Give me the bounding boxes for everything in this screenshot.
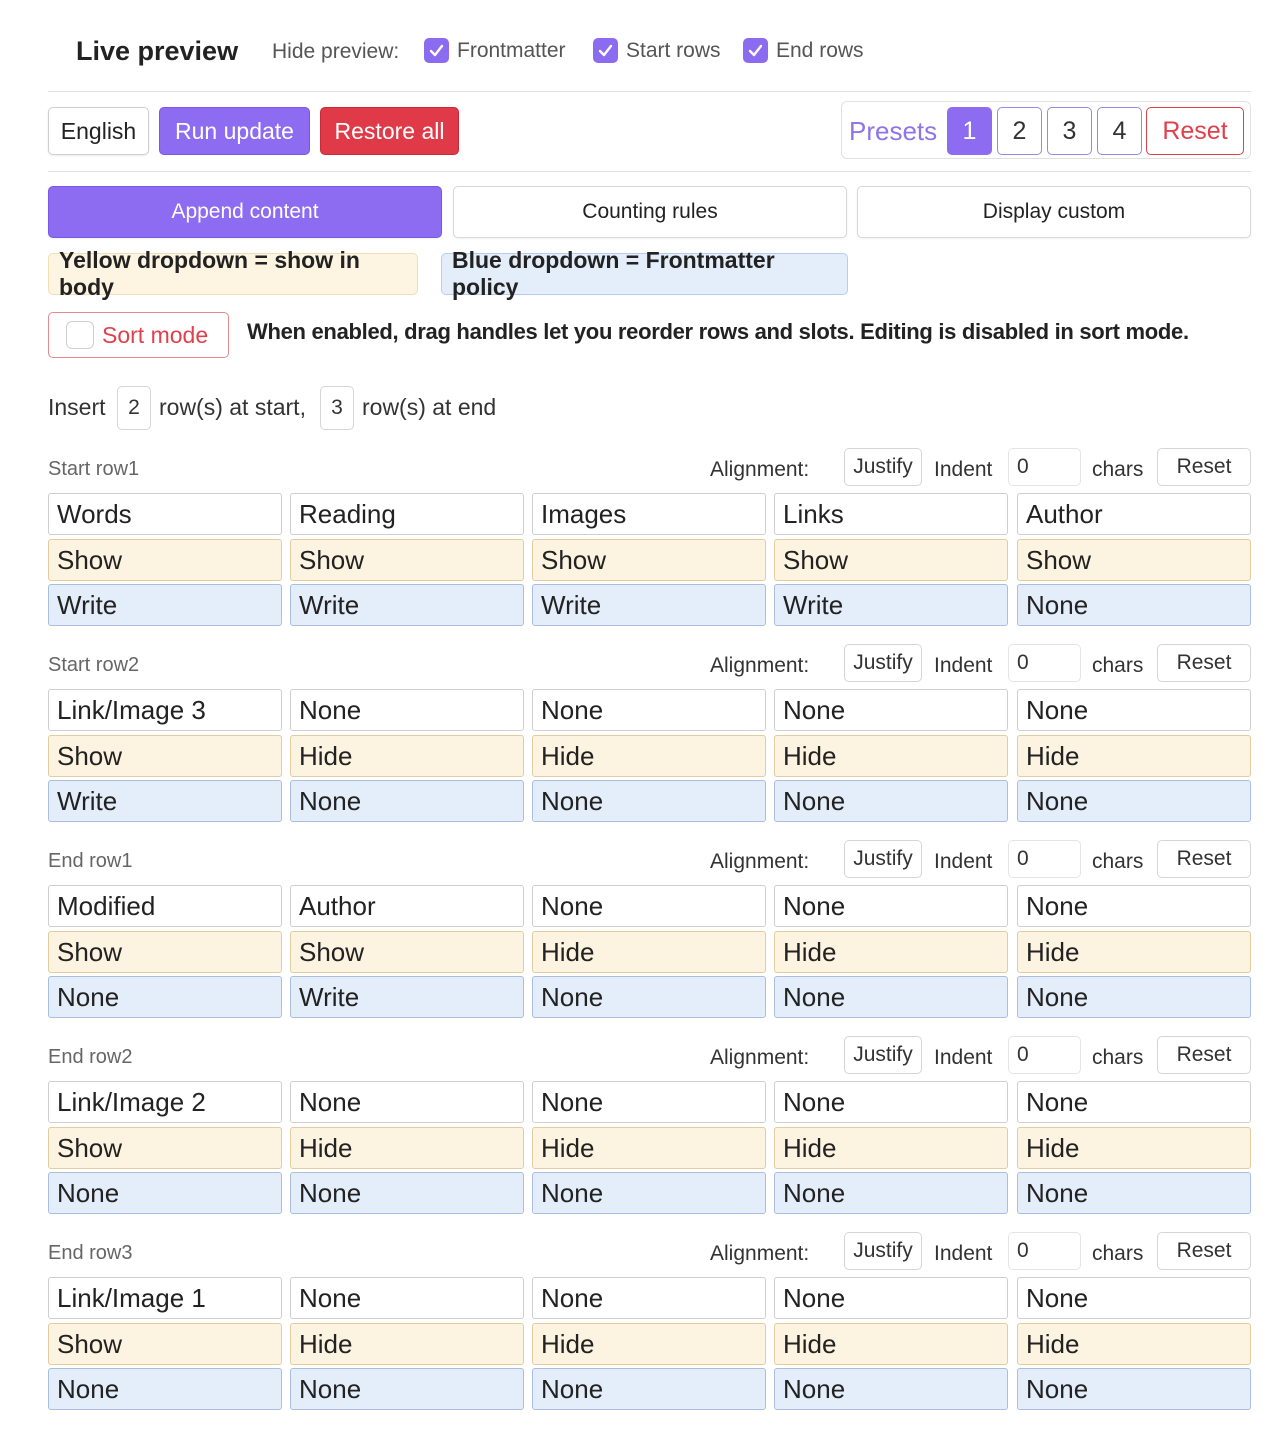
sort-mode-checkbox[interactable]	[66, 321, 94, 349]
alignment-select[interactable]: Justify	[844, 840, 922, 878]
frontmatter-policy-dropdown[interactable]: None	[532, 1368, 766, 1410]
check-icon	[593, 38, 618, 63]
slot-field-dropdown[interactable]: None	[532, 1081, 766, 1123]
row-section	[48, 840, 1251, 1020]
indent-input[interactable]: 0	[1008, 1036, 1081, 1074]
tab-counting-rules[interactable]: Counting rules	[453, 186, 847, 238]
slot-field-dropdown[interactable]: None	[774, 1277, 1008, 1319]
frontmatter-policy-dropdown[interactable]: Write	[48, 780, 282, 822]
hide-preview-label: Hide preview:	[272, 40, 400, 63]
body-visibility-dropdown[interactable]: Hide	[290, 1323, 524, 1365]
row-reset-button[interactable]: Reset	[1157, 644, 1251, 682]
divider	[48, 171, 1251, 172]
body-visibility-dropdown[interactable]: Hide	[774, 1127, 1008, 1169]
tab-display-custom[interactable]: Display custom	[857, 186, 1251, 238]
body-visibility-dropdown[interactable]: Hide	[1017, 1323, 1251, 1365]
frontmatter-policy-dropdown[interactable]: None	[290, 1172, 524, 1214]
slot-field-dropdown[interactable]: None	[290, 689, 524, 731]
yellow-legend-badge: Yellow dropdown = show in body	[48, 253, 418, 295]
frontmatter-policy-dropdown[interactable]: None	[1017, 1368, 1251, 1410]
slot-field-dropdown[interactable]: Modified	[48, 885, 282, 927]
body-visibility-dropdown[interactable]: Show	[48, 1323, 282, 1365]
indent-input[interactable]: 0	[1008, 840, 1081, 878]
body-visibility-dropdown[interactable]: Hide	[1017, 735, 1251, 777]
body-visibility-dropdown[interactable]: Hide	[1017, 931, 1251, 973]
body-visibility-dropdown[interactable]: Show	[48, 735, 282, 777]
start-rows-count-input[interactable]: 2	[117, 386, 151, 430]
frontmatter-policy-dropdown[interactable]: None	[1017, 976, 1251, 1018]
frontmatter-policy-dropdown[interactable]: None	[532, 780, 766, 822]
body-visibility-dropdown[interactable]: Hide	[532, 931, 766, 973]
slot-field-dropdown[interactable]: None	[290, 1081, 524, 1123]
indent-label: Indent	[934, 850, 993, 873]
slot-field-dropdown[interactable]: Link/Image 1	[48, 1277, 282, 1319]
alignment-select[interactable]: Justify	[844, 448, 922, 486]
page-title: Live preview	[76, 36, 239, 66]
row-reset-button[interactable]: Reset	[1157, 1036, 1251, 1074]
body-visibility-dropdown[interactable]: Show	[48, 1127, 282, 1169]
slot-field-dropdown[interactable]: Reading	[290, 493, 524, 535]
chars-label: chars	[1092, 458, 1144, 481]
restore-all-button[interactable]: Restore all	[320, 107, 459, 155]
row-section	[48, 644, 1251, 824]
row-section	[48, 448, 1251, 628]
slot-field-dropdown[interactable]: Author	[290, 885, 524, 927]
body-visibility-dropdown[interactable]: Hide	[1017, 1127, 1251, 1169]
body-visibility-dropdown[interactable]: Show	[532, 539, 766, 581]
row-section	[48, 1232, 1251, 1412]
slot-field-dropdown[interactable]: Link/Image 2	[48, 1081, 282, 1123]
checkbox-label: Frontmatter	[457, 38, 566, 62]
checkbox-label: Start rows	[626, 38, 721, 62]
body-visibility-dropdown[interactable]: Hide	[532, 1127, 766, 1169]
frontmatter-policy-dropdown[interactable]: Write	[290, 976, 524, 1018]
alignment-label: Alignment:	[710, 1046, 810, 1069]
slot-field-dropdown[interactable]: Author	[1017, 493, 1251, 535]
alignment-select[interactable]: Justify	[844, 1232, 922, 1270]
frontmatter-policy-dropdown[interactable]: None	[532, 976, 766, 1018]
row-title: Start row1	[48, 458, 140, 480]
frontmatter-policy-dropdown[interactable]: None	[48, 976, 282, 1018]
slot-field-dropdown[interactable]: None	[1017, 689, 1251, 731]
chars-label: chars	[1092, 850, 1144, 873]
frontmatter-policy-dropdown[interactable]: None	[774, 1172, 1008, 1214]
body-visibility-dropdown[interactable]: Hide	[774, 931, 1008, 973]
sort-mode-description: When enabled, drag handles let you reorder rows and slots. Editing is disabled in sort mode.	[247, 319, 1189, 344]
frontmatter-policy-dropdown[interactable]: None	[48, 1368, 282, 1410]
preset-2-button[interactable]: 2	[997, 107, 1042, 155]
frontmatter-policy-dropdown[interactable]: Write	[48, 584, 282, 626]
body-visibility-dropdown[interactable]: Hide	[532, 1323, 766, 1365]
indent-label: Indent	[934, 458, 993, 481]
language-button[interactable]: English	[48, 107, 149, 155]
run-update-button[interactable]: Run update	[159, 107, 310, 155]
indent-input[interactable]: 0	[1008, 1232, 1081, 1270]
frontmatter-policy-dropdown[interactable]: None	[774, 1368, 1008, 1410]
alignment-select[interactable]: Justify	[844, 644, 922, 682]
slot-field-dropdown[interactable]: None	[1017, 885, 1251, 927]
indent-input[interactable]: 0	[1008, 448, 1081, 486]
alignment-label: Alignment:	[710, 850, 810, 873]
slot-field-dropdown[interactable]: None	[1017, 1081, 1251, 1123]
body-visibility-dropdown[interactable]: Hide	[774, 1323, 1008, 1365]
row-title: End row2	[48, 1046, 133, 1068]
frontmatter-policy-dropdown[interactable]: None	[1017, 780, 1251, 822]
body-visibility-dropdown[interactable]: Show	[1017, 539, 1251, 581]
alignment-select[interactable]: Justify	[844, 1036, 922, 1074]
body-visibility-dropdown[interactable]: Hide	[290, 1127, 524, 1169]
slot-field-dropdown[interactable]: None	[532, 885, 766, 927]
preset-1-button[interactable]: 1	[947, 107, 992, 155]
chars-label: chars	[1092, 654, 1144, 677]
row-title: Start row2	[48, 654, 140, 676]
frontmatter-policy-dropdown[interactable]: Write	[290, 584, 524, 626]
body-visibility-dropdown[interactable]: Show	[774, 539, 1008, 581]
sort-mode-toggle[interactable]	[48, 312, 229, 358]
frontmatter-policy-dropdown[interactable]: None	[1017, 584, 1251, 626]
slot-field-dropdown[interactable]: Words	[48, 493, 282, 535]
body-visibility-dropdown[interactable]: Show	[48, 931, 282, 973]
frontmatter-policy-dropdown[interactable]: None	[532, 1172, 766, 1214]
preset-reset-button[interactable]: Reset	[1146, 107, 1244, 155]
check-icon	[743, 38, 768, 63]
row-reset-button[interactable]: Reset	[1157, 1232, 1251, 1270]
body-visibility-dropdown[interactable]: Hide	[290, 735, 524, 777]
frontmatter-checkbox[interactable]	[424, 38, 566, 63]
end-rows-checkbox[interactable]	[743, 38, 864, 63]
frontmatter-policy-dropdown[interactable]: None	[48, 1172, 282, 1214]
indent-label: Indent	[934, 1242, 993, 1265]
checkbox-label: End rows	[776, 38, 864, 62]
slot-field-dropdown[interactable]: None	[532, 689, 766, 731]
frontmatter-policy-dropdown[interactable]: None	[774, 780, 1008, 822]
tab-append-content[interactable]: Append content	[48, 186, 442, 238]
frontmatter-policy-dropdown[interactable]: Write	[774, 584, 1008, 626]
insert-middle-text: row(s) at start,	[159, 394, 306, 420]
row-reset-button[interactable]: Reset	[1157, 448, 1251, 486]
indent-label: Indent	[934, 1046, 993, 1069]
insert-suffix: row(s) at end	[362, 394, 497, 420]
check-icon	[424, 38, 449, 63]
slot-field-dropdown[interactable]: Link/Image 3	[48, 689, 282, 731]
sort-mode-label: Sort mode	[102, 321, 209, 348]
frontmatter-policy-dropdown[interactable]: None	[1017, 1172, 1251, 1214]
start-rows-checkbox[interactable]	[593, 38, 721, 63]
body-visibility-dropdown[interactable]: Hide	[532, 735, 766, 777]
slot-field-dropdown[interactable]: None	[774, 689, 1008, 731]
end-rows-count-input[interactable]: 3	[320, 386, 354, 430]
chars-label: chars	[1092, 1046, 1144, 1069]
alignment-label: Alignment:	[710, 458, 810, 481]
alignment-label: Alignment:	[710, 1242, 810, 1265]
frontmatter-policy-dropdown[interactable]: None	[290, 1368, 524, 1410]
frontmatter-policy-dropdown[interactable]: None	[290, 780, 524, 822]
preset-3-button[interactable]: 3	[1047, 107, 1092, 155]
chars-label: chars	[1092, 1242, 1144, 1265]
indent-label: Indent	[934, 654, 993, 677]
row-title: End row1	[48, 850, 133, 872]
body-visibility-dropdown[interactable]: Show	[48, 539, 282, 581]
slot-field-dropdown[interactable]: None	[774, 1081, 1008, 1123]
row-section	[48, 1036, 1251, 1216]
alignment-label: Alignment:	[710, 654, 810, 677]
blue-legend-badge: Blue dropdown = Frontmatter policy	[441, 253, 848, 295]
insert-prefix: Insert	[48, 394, 106, 420]
slot-field-dropdown[interactable]: None	[532, 1277, 766, 1319]
row-title: End row3	[48, 1242, 133, 1264]
divider	[48, 91, 1251, 92]
body-visibility-dropdown[interactable]: Show	[290, 539, 524, 581]
body-visibility-dropdown[interactable]: Hide	[774, 735, 1008, 777]
slot-field-dropdown[interactable]: Images	[532, 493, 766, 535]
frontmatter-policy-dropdown[interactable]: Write	[532, 584, 766, 626]
presets-label: Presets	[849, 116, 938, 146]
row-reset-button[interactable]: Reset	[1157, 840, 1251, 878]
slot-field-dropdown[interactable]: None	[1017, 1277, 1251, 1319]
indent-input[interactable]: 0	[1008, 644, 1081, 682]
preset-4-button[interactable]: 4	[1097, 107, 1142, 155]
slot-field-dropdown[interactable]: None	[290, 1277, 524, 1319]
frontmatter-policy-dropdown[interactable]: None	[774, 976, 1008, 1018]
body-visibility-dropdown[interactable]: Show	[290, 931, 524, 973]
slot-field-dropdown[interactable]: Links	[774, 493, 1008, 535]
slot-field-dropdown[interactable]: None	[774, 885, 1008, 927]
